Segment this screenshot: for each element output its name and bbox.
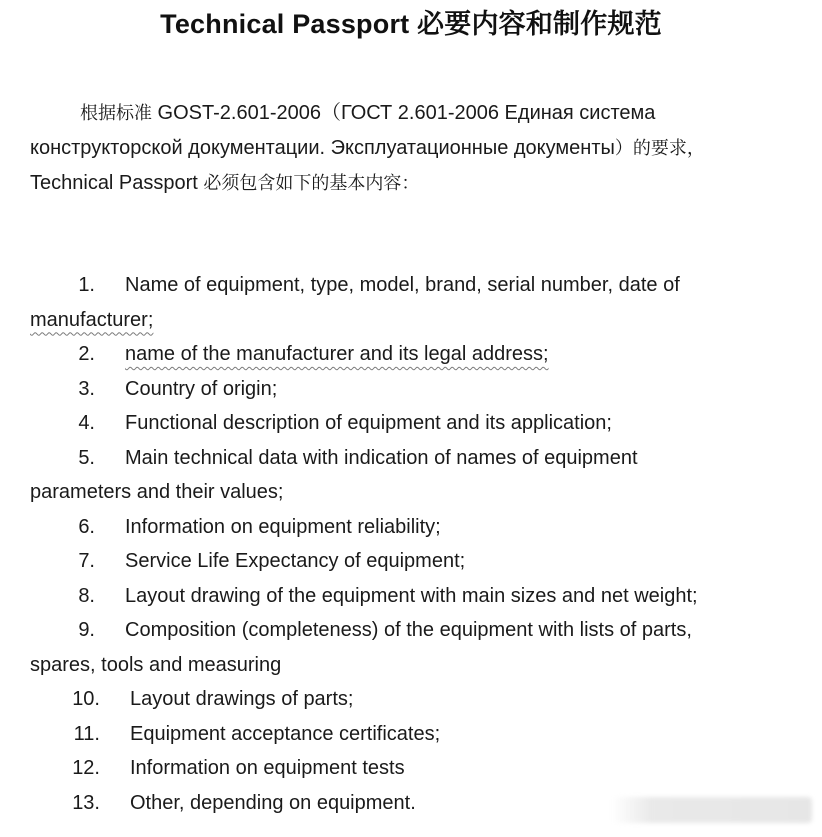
intro-line-2-cn: ）的要求， xyxy=(614,138,705,159)
intro-line-1 xyxy=(30,96,810,131)
list-item-continuation-text: parameters and their values; xyxy=(30,481,284,503)
list-item-text: Country of origin; xyxy=(125,377,278,400)
list-item xyxy=(30,613,810,648)
list-item xyxy=(30,441,810,476)
document-title: Technical Passport 必要内容和制作规范 xyxy=(160,9,662,39)
intro-line-2 xyxy=(30,131,810,166)
intro-line-3-en: Technical Passport xyxy=(30,172,204,194)
list-item-text: Other, depending on equipment. xyxy=(130,791,416,814)
list-item xyxy=(30,717,810,752)
list-item-number: 5. xyxy=(78,446,95,469)
list-item-continuation-text: spares, tools and measuring xyxy=(30,653,282,676)
blurred-watermark xyxy=(612,797,812,823)
list-item-text: Information on equipment reliability; xyxy=(125,515,441,538)
list-item-continuation xyxy=(30,475,810,510)
list-item-text: Service Life Expectancy of equipment; xyxy=(125,550,466,572)
list-item-number: 3. xyxy=(78,377,95,400)
list-item xyxy=(30,544,810,579)
list-item-text: Functional description of equipment and its application; xyxy=(125,412,612,434)
list-item-number: 13. xyxy=(72,791,100,814)
list-item-number: 1. xyxy=(78,274,95,296)
intro-line-1-ru: GOST-2.601-2006（ГОСТ 2.601-2006 Единая система xyxy=(152,102,656,124)
list-item xyxy=(30,268,810,303)
list-item-continuation-text: manufacturer; xyxy=(30,308,154,331)
list-item xyxy=(30,682,810,717)
list-item xyxy=(30,751,810,786)
list-item-number: 7. xyxy=(78,550,95,572)
list-item-text: name of the manufacturer and its legal address; xyxy=(125,343,549,365)
intro-line-2-ru: конструкторской документации. Эксплуатационные документы xyxy=(30,137,615,159)
list-item-text: Name of equipment, type, model, brand, serial number, date of xyxy=(125,274,680,296)
list-item-text: Layout drawing of the equipment with main sizes and net weight; xyxy=(125,584,698,607)
list-item xyxy=(30,337,810,372)
list-item-number: 11. xyxy=(73,722,100,745)
list-item-number: 4. xyxy=(78,412,95,434)
list-item-text: Information on equipment tests xyxy=(130,757,405,779)
list-item xyxy=(30,579,810,614)
list-item-number: 9. xyxy=(78,619,95,641)
list-item-number: 2. xyxy=(78,343,95,365)
list-item-text: Equipment acceptance certificates; xyxy=(130,722,441,745)
list-item-text: Layout drawings of parts; xyxy=(130,688,354,710)
intro-paragraph xyxy=(30,96,810,201)
list-item-continuation xyxy=(30,648,810,683)
intro-line-3 xyxy=(30,166,810,201)
list-item-text: Main technical data with indication of names of equipment xyxy=(125,446,638,469)
list-item-number: 12. xyxy=(72,757,100,779)
list-item xyxy=(30,372,810,407)
list-item-number: 10. xyxy=(72,688,100,710)
list-item-number: 8. xyxy=(78,584,95,607)
requirements-list xyxy=(30,268,810,820)
intro-line-3-cn: 必须包含如下的基本内容： xyxy=(203,173,420,194)
list-item xyxy=(30,406,810,441)
list-item-number: 6. xyxy=(78,515,95,538)
list-item-text: Composition (completeness) of the equipment with lists of parts, xyxy=(125,619,692,641)
list-item xyxy=(30,510,810,545)
intro-line-1-cn: 根据标准 xyxy=(80,103,152,124)
list-item-continuation xyxy=(30,303,810,338)
